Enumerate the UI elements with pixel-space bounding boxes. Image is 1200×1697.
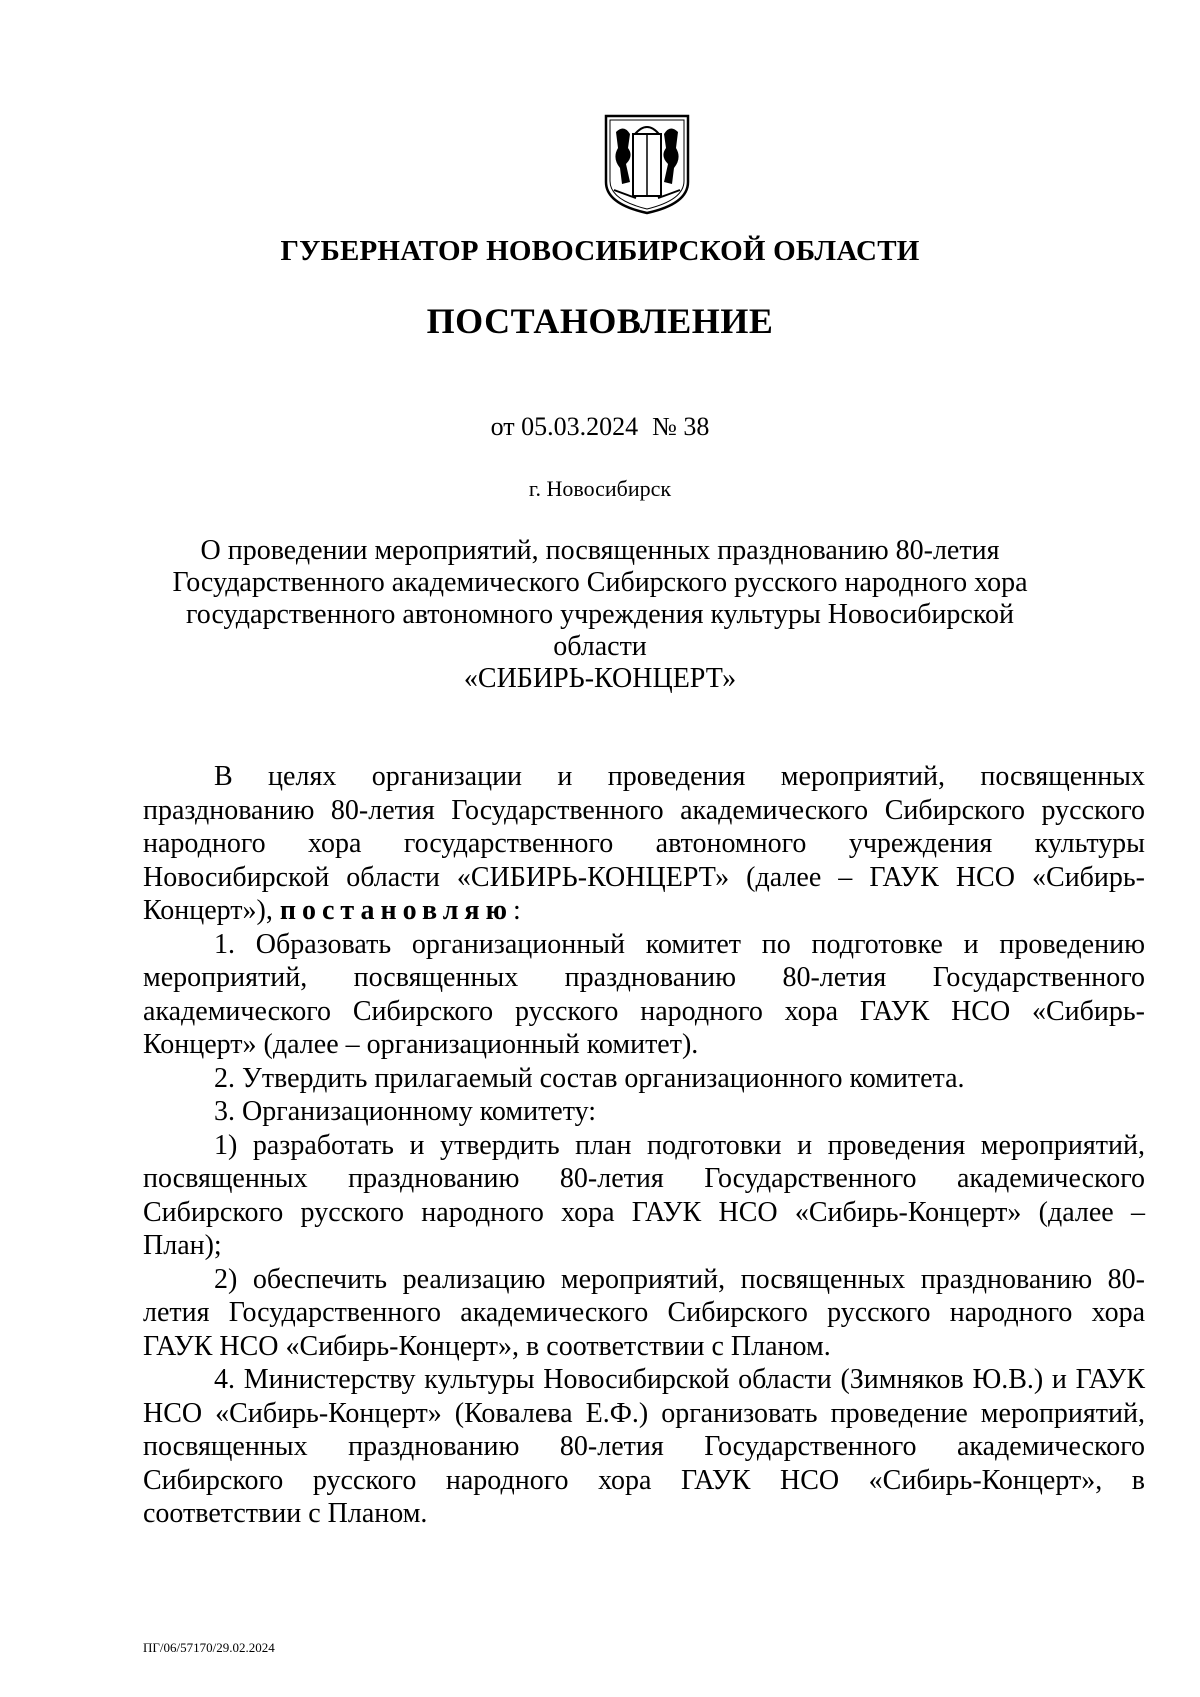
document-date-number [0, 412, 1200, 442]
document-body [143, 760, 1145, 1531]
intro-paragraph [143, 760, 1145, 928]
document-date: от 05.03.2024 [490, 412, 639, 441]
document-code: ПГ/06/57170/29.02.2024 [143, 1640, 275, 1655]
paragraph-item-1: 1. Образовать организационный комитет по подготовке и проведению мероприятий, посвященных празднованию 80-летия Государственного академического Сибирского русского народного хора ГАУК НСО «Сибирь-Концерт» (далее – организационный комитет). [143, 928, 1145, 1060]
document-number: № 38 [652, 412, 710, 441]
title-line: «СИБИРЬ-КОНЦЕРТ» [463, 663, 737, 694]
intro-text: В целях организации и проведения мероприятий, посвященных празднованию 80-летия Государственного академического Сибирского русского народного хора государственного автономного учреждения культуры Новосибирской области «СИБИРЬ-КОНЦЕРТ» (далее – ГАУК НСО «Сибирь-Концерт»), [143, 761, 1145, 926]
document-city: г. Новосибирск [528, 476, 672, 501]
paragraph-item-3: 3. Организационному комитету: [214, 1096, 597, 1127]
document-title [140, 535, 1060, 695]
title-line: Государственного академического Сибирского русского народного хора [172, 567, 1028, 598]
paragraph-item-4: 4. Министерству культуры Новосибирской области (Зимняков Ю.В.) и ГАУК НСО «Сибирь-Концерт» (Ковалева Е.Ф.) организовать проведение мероприятий, посвященных празднованию 80-летия Государственного академического Сибирского русского народного хора ГАУК НСО «Сибирь-Концерт», в соответствии с Планом. [143, 1364, 1145, 1529]
title-line: государственного автономного учреждения культуры Новосибирской области [185, 599, 1014, 662]
title-line: О проведении мероприятий, посвященных празднованию 80-летия [200, 535, 1000, 566]
coat-of-arms-icon [602, 112, 692, 216]
paragraph-item-3-2: 2) обеспечить реализацию мероприятий, посвященных празднованию 80-летия Государственного академического Сибирского русского народного хора ГАУК НСО «Сибирь-Концерт», в соответствии с Планом. [143, 1263, 1145, 1362]
paragraph-item-3-1: 1) разработать и утвердить план подготовки и проведения мероприятий, посвященных празднованию 80-летия Государственного академического Сибирского русского народного хора ГАУК НСО «Сибирь-Концерт» (далее – План); [143, 1129, 1145, 1261]
document-type: ПОСТАНОВЛЕНИЕ [426, 301, 774, 341]
intro-end: : [512, 895, 521, 926]
resolve-word: постановляю [279, 895, 513, 926]
paragraph-item-2: 2. Утвердить прилагаемый состав организационного комитета. [214, 1062, 965, 1094]
issuing-authority: ГУБЕРНАТОР НОВОСИБИРСКОЙ ОБЛАСТИ [280, 235, 920, 267]
